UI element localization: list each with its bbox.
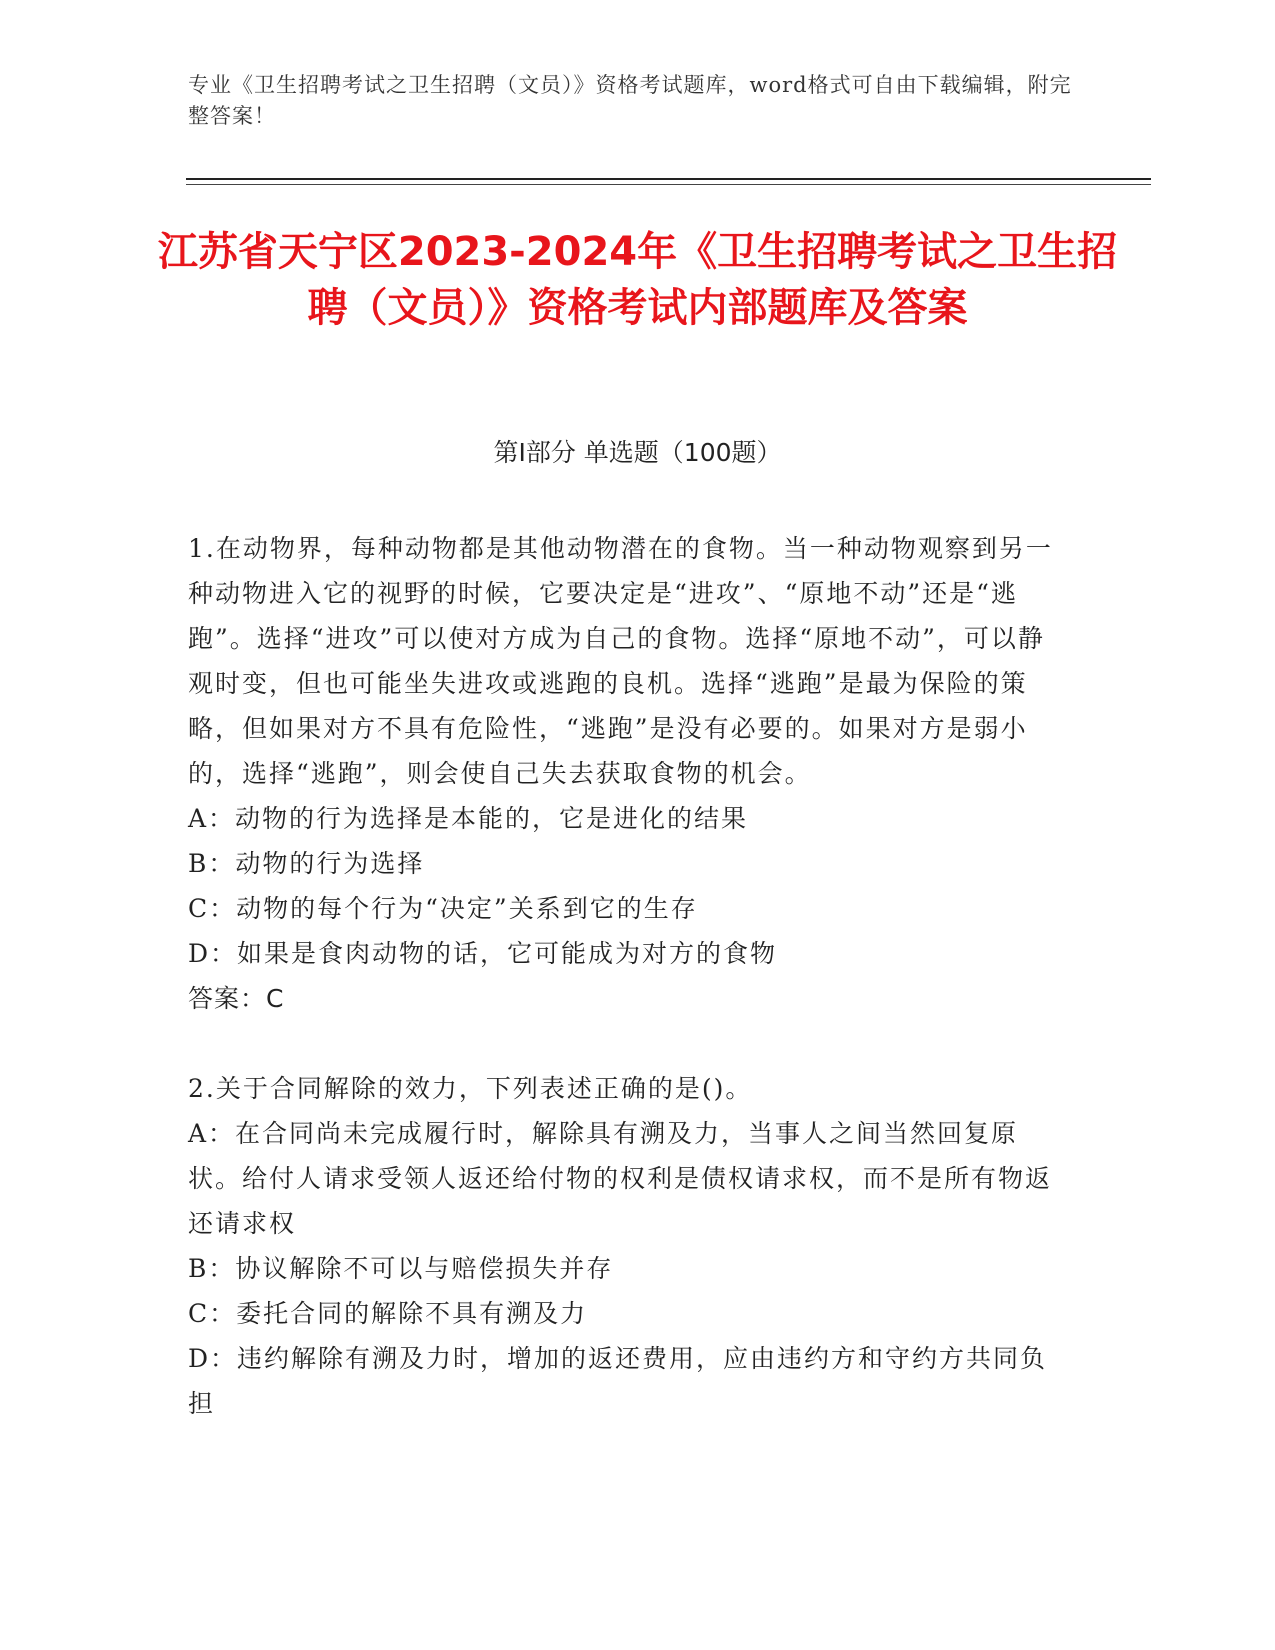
question-1 bbox=[188, 526, 1068, 1021]
option-b: B：协议解除不可以与赔偿损失并存 bbox=[188, 1254, 614, 1283]
option-b: B：动物的行为选择 bbox=[188, 849, 425, 878]
option-a: A：在合同尚未完成履行时，解除具有溯及力，当事人之间当然回复原状。给付人请求受领人返还给付物的权利是债权请求权，而不是所有物返还请求权 bbox=[188, 1119, 1053, 1238]
header-divider-thick bbox=[186, 178, 1151, 180]
option-a: A：动物的行为选择是本能的，它是进化的结果 bbox=[188, 804, 749, 833]
option-d: D：如果是食肉动物的话，它可能成为对方的食物 bbox=[188, 939, 778, 968]
question-list bbox=[188, 526, 1068, 1426]
option-c: C：委托合同的解除不具有溯及力 bbox=[188, 1299, 588, 1328]
section-title: 第I部分 单选题（100题） bbox=[493, 438, 782, 467]
header-divider-thin bbox=[186, 184, 1151, 185]
option-d: D：违约解除有溯及力时，增加的返还费用，应由违约方和守约方共同负担 bbox=[188, 1344, 1048, 1418]
question-stem: 2.关于合同解除的效力，下列表述正确的是()。 bbox=[188, 1074, 753, 1103]
question-stem: 1.在动物界，每种动物都是其他动物潜在的食物。当一种动物观察到另一种动物进入它的视野的时候，它要决定是“进攻”、“原地不动”还是“逃跑”。选择“进攻”可以使对方成为自己的食物。选择“原地不动”，可以静观时变，但也可能坐失进攻或逃跑的良机。选择“逃跑”是最为保险的策略，但如果对方不具有危险性，“逃跑”是没有必要的。如果对方是弱小的，选择“逃跑”，则会使自己失去获取食物的机会。 bbox=[188, 534, 1053, 788]
answer-line: 答案：C bbox=[188, 984, 285, 1013]
option-c: C：动物的每个行为“决定”关系到它的生存 bbox=[188, 894, 698, 923]
header-note: 专业《卫生招聘考试之卫生招聘（文员）》资格考试题库，word格式可自由下载编辑，附完整答案！ bbox=[188, 73, 1072, 128]
question-2 bbox=[188, 1066, 1068, 1426]
question-spacer bbox=[188, 1021, 1068, 1066]
document-title: 江苏省天宁区2023-2024年《卫生招聘考试之卫生招聘（文员）》资格考试内部题库及答案 bbox=[157, 229, 1118, 331]
